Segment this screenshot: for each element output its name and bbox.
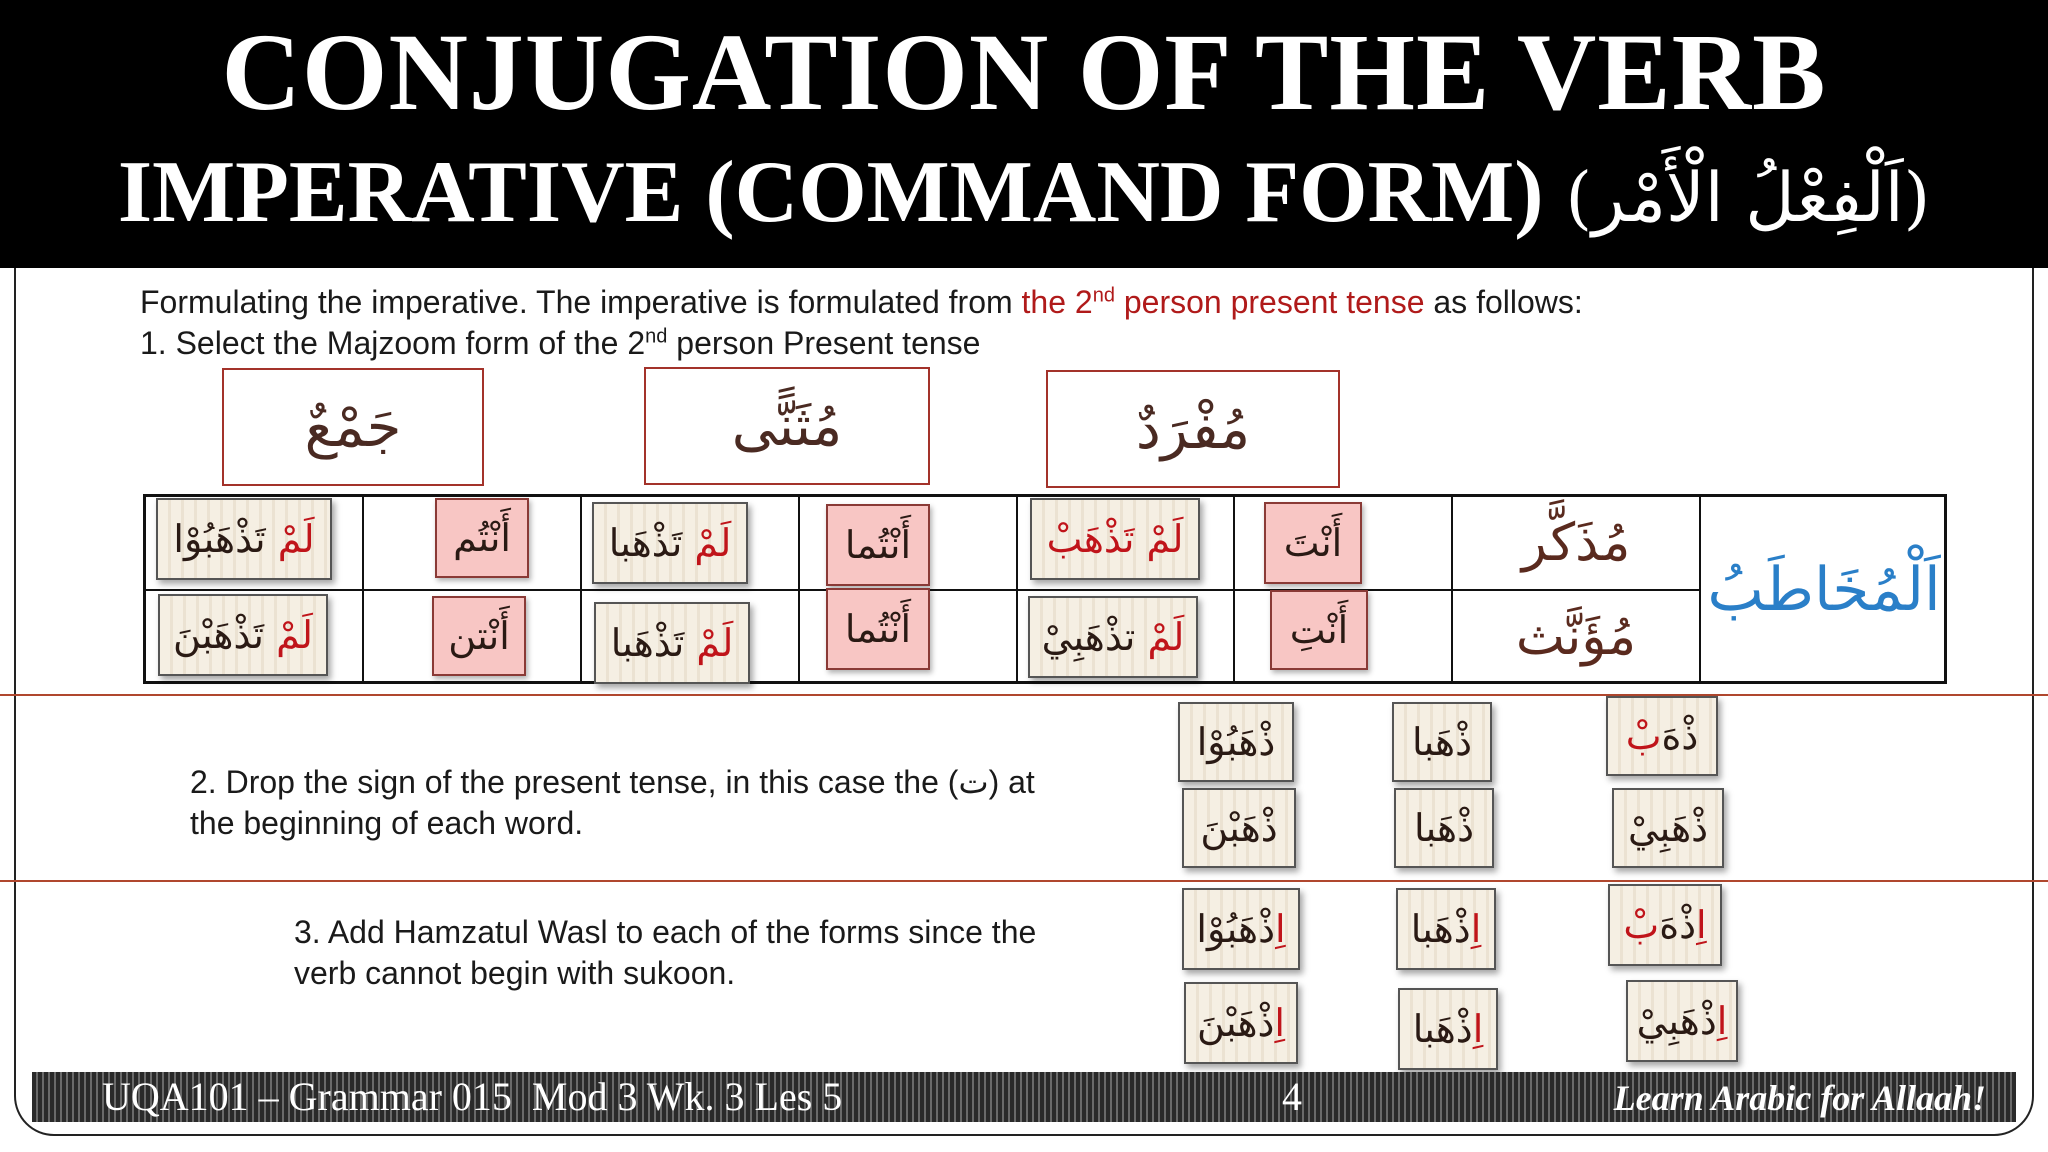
page-number: 4 bbox=[1282, 1074, 1302, 1119]
tagline: Learn Arabic for Allaah! bbox=[1613, 1078, 1986, 1118]
label-masculine: مُذَكَّر bbox=[1521, 513, 1631, 573]
hamzatul-wasl: اِ bbox=[1472, 1007, 1484, 1051]
verb-stem: ذْهَ bbox=[1661, 714, 1699, 758]
verb-form: ذْهَبا bbox=[1412, 1007, 1473, 1051]
page-subtitle bbox=[0, 138, 2048, 254]
tile-step2-dual-m[interactable]: ذْهَبا bbox=[1392, 702, 1492, 782]
verb-form: ذْهَبِيْ bbox=[1636, 999, 1717, 1043]
intro-line-1-start: Formulating the imperative. The imperative is formulated from bbox=[140, 284, 1022, 320]
tile-step2-plural-m[interactable]: ذْهَبُوْا bbox=[1178, 702, 1294, 782]
label-addressee: اَلْمُخَاطَبُ bbox=[1707, 555, 1941, 625]
pronoun-sing-f[interactable]: أَنْتِ bbox=[1270, 590, 1368, 670]
step-2-text bbox=[190, 762, 1035, 844]
tile-majzoom-dual-f[interactable] bbox=[594, 602, 750, 684]
tile-majzoom-plural-f[interactable] bbox=[158, 594, 328, 676]
tile-step3-sing-m[interactable] bbox=[1608, 884, 1722, 966]
lam-particle: لَمْ bbox=[277, 517, 315, 561]
section-divider bbox=[0, 694, 2048, 696]
step1-sup: nd bbox=[645, 325, 668, 348]
tile-step2-sing-m[interactable] bbox=[1606, 696, 1718, 776]
intro-line-1-end: as follows: bbox=[1424, 284, 1583, 320]
hamzatul-wasl: اِ bbox=[1274, 1001, 1285, 1045]
tile-step3-plural-f[interactable] bbox=[1184, 982, 1298, 1064]
verb-form: ذْهَبُوْا bbox=[1196, 907, 1276, 951]
label-feminine: مُؤَنَّث bbox=[1515, 607, 1637, 667]
intro-highlight-a: the 2 bbox=[1021, 284, 1093, 320]
hamzatul-wasl: اِ bbox=[1470, 907, 1482, 951]
verb-stem: ذْهَ bbox=[1659, 903, 1697, 947]
verb-form: تَذْهَبُوْا bbox=[173, 517, 266, 561]
title-banner bbox=[0, 0, 2048, 268]
verb-ending: بْ bbox=[1625, 714, 1662, 758]
pronoun-dual-f[interactable]: أَنْتُما bbox=[826, 588, 930, 670]
tile-majzoom-plural-m[interactable] bbox=[156, 498, 332, 580]
verb-form: ذْهَبا bbox=[1410, 907, 1471, 951]
intro-highlight bbox=[1022, 284, 1425, 320]
lam-particle: لَمْ bbox=[696, 621, 734, 665]
tile-majzoom-sing-f[interactable] bbox=[1028, 596, 1198, 678]
intro-highlight-sup: nd bbox=[1092, 284, 1115, 307]
verb-form: تَذْهَبا bbox=[608, 521, 683, 565]
subtitle-arabic: (اَلْفِعْلُ الْأَمْر) bbox=[1565, 159, 1931, 238]
tile-step3-sing-f[interactable] bbox=[1626, 980, 1738, 1062]
pronoun-sing-m[interactable]: أَنْتَ bbox=[1264, 502, 1362, 584]
tile-step3-dual-m[interactable] bbox=[1396, 888, 1496, 970]
tile-step2-plural-f[interactable]: ذْهَبْنَ bbox=[1182, 788, 1296, 868]
tile-step2-dual-f[interactable]: ذْهَبا bbox=[1394, 788, 1494, 868]
section-divider bbox=[0, 880, 2048, 882]
lam-particle: لَمْ bbox=[1147, 615, 1185, 659]
pronoun-dual-m[interactable]: أَنْتُما bbox=[826, 504, 930, 586]
lam-particle: لَمْ bbox=[694, 521, 732, 565]
verb-form: تذْهَبِيْ bbox=[1041, 615, 1136, 659]
intro-text bbox=[140, 282, 1583, 364]
hamzatul-wasl: اِ bbox=[1716, 999, 1728, 1043]
lam-particle: لَمْ bbox=[276, 613, 313, 657]
step-3-line-1: 3. Add Hamzatul Wasl to each of the forms since the bbox=[294, 914, 1037, 950]
intro-line-2 bbox=[140, 323, 1583, 364]
pronoun-plural-m[interactable]: أَنْتُم bbox=[435, 498, 529, 578]
tile-majzoom-sing-m[interactable] bbox=[1030, 498, 1200, 580]
header-singular: مُفْرَدٌ bbox=[1046, 370, 1340, 488]
tile-majzoom-dual-m[interactable] bbox=[592, 502, 748, 584]
intro-highlight-b: person present tense bbox=[1114, 284, 1425, 320]
verb-form: تَذْهَبا bbox=[610, 621, 685, 665]
header-dual: مُثَنًّى bbox=[644, 367, 930, 485]
intro-line-1 bbox=[140, 282, 1583, 323]
verb-form: ذْهَبْنَ bbox=[1197, 1001, 1275, 1045]
tile-step2-sing-f[interactable]: ذْهَبِيْ bbox=[1612, 788, 1724, 868]
lam-particle: لَمْ bbox=[1146, 517, 1184, 561]
verb-form: تَذْهَبْنَ bbox=[173, 613, 264, 657]
page-title: CONJUGATION OF THE VERB bbox=[221, 11, 1827, 133]
hamzatul-wasl: اِ bbox=[1275, 907, 1286, 951]
tile-step3-dual-f[interactable] bbox=[1398, 988, 1498, 1070]
course-label: UQA101 – Grammar 015 Mod 3 Wk. 3 Les 5 bbox=[102, 1074, 843, 1119]
hamzatul-wasl: اِ bbox=[1696, 903, 1707, 947]
verb-form: تَذْهَبْ bbox=[1046, 517, 1135, 561]
footer-bar bbox=[32, 1072, 2016, 1122]
step1-end: person Present tense bbox=[667, 325, 981, 361]
subtitle-english: IMPERATIVE (COMMAND FORM) bbox=[117, 144, 1544, 241]
tile-step3-plural-m[interactable] bbox=[1182, 888, 1300, 970]
pronoun-plural-f[interactable]: أَنْتن bbox=[432, 596, 526, 676]
step-2-line-1: 2. Drop the sign of the present tense, in this case the (ت) at bbox=[190, 764, 1035, 800]
step-3-line-2: verb cannot begin with sukoon. bbox=[294, 955, 736, 991]
step1-start: 1. Select the Majzoom form of the 2 bbox=[140, 325, 646, 361]
step-3-text bbox=[294, 912, 1036, 994]
verb-ending: بْ bbox=[1623, 903, 1660, 947]
step-2-line-2: the beginning of each word. bbox=[190, 805, 584, 841]
header-plural: جَمْعٌ bbox=[222, 368, 484, 486]
